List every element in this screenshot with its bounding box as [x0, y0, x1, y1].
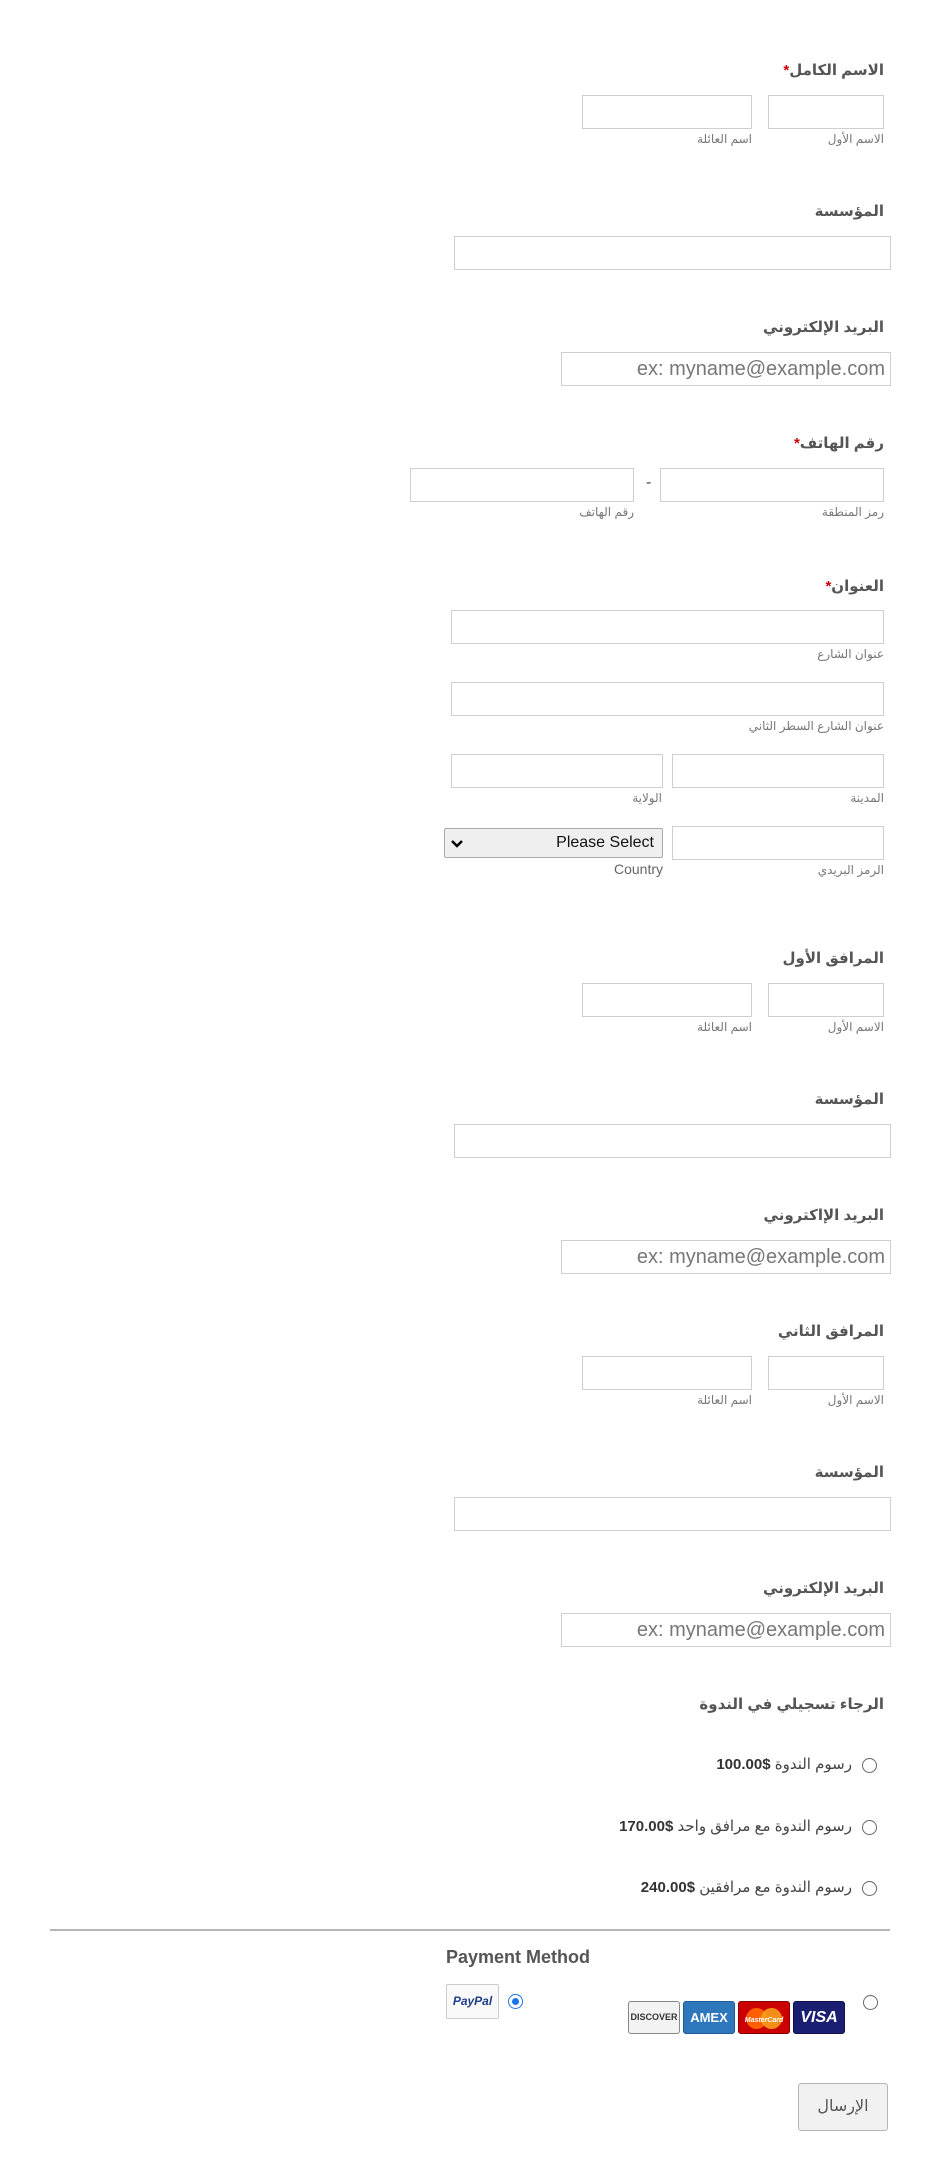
amex-card-icon: AMEX [683, 2001, 735, 2034]
email-input[interactable]: ex: myname@example.com [561, 352, 891, 386]
companion1-org-label: المؤسسة [814, 1091, 884, 1108]
organization-input[interactable] [454, 236, 891, 270]
companion2-last-sublabel: اسم العائلة [697, 1393, 752, 1407]
companion2-org-input[interactable] [454, 1497, 891, 1531]
country-select-value: Please Select [556, 834, 654, 851]
companion2-email-label: البريد الإلكتروني [763, 1580, 884, 1597]
first-name-sublabel: الاسم الأول [827, 132, 884, 146]
companion1-last-sublabel: اسم العائلة [697, 1020, 752, 1034]
discover-card-icon: DISCOVER [628, 2001, 680, 2034]
city-sublabel: المدينة [850, 791, 884, 805]
companion1-last-input[interactable] [582, 983, 752, 1017]
registration-radio-1[interactable] [862, 1758, 877, 1773]
payment-method-title: Payment Method [446, 1947, 591, 1967]
registration-option-1[interactable]: رسوم الندوة $100.00 [716, 1756, 852, 1773]
phone-label: رقم الهاتف* [793, 435, 884, 452]
phone-number-sublabel: رقم الهاتف [579, 505, 634, 519]
chevron-down-icon [451, 836, 460, 845]
companion2-first-input[interactable] [768, 1356, 884, 1390]
companion2-label: المرافق الثاني [777, 1323, 884, 1340]
companion1-label: المرافق الأول [782, 950, 884, 967]
mastercard-card-icon: MasterCard [738, 2001, 790, 2034]
street-input[interactable] [451, 610, 884, 644]
registration-label: الرجاء تسجيلي في الندوة [699, 1696, 884, 1713]
companion2-first-sublabel: الاسم الأول [827, 1393, 884, 1407]
companion1-first-input[interactable] [768, 983, 884, 1017]
card-radio[interactable] [863, 1995, 878, 2010]
phone-dash: - [646, 474, 652, 491]
registration-radio-3[interactable] [862, 1881, 877, 1896]
street2-sublabel: عنوان الشارع السطر الثاني [748, 719, 884, 733]
registration-radio-2[interactable] [862, 1820, 877, 1835]
street2-input[interactable] [451, 682, 884, 716]
companion1-org-input[interactable] [454, 1124, 891, 1158]
organization-label: المؤسسة [814, 203, 884, 220]
companion2-email-input[interactable]: ex: myname@example.com [561, 1613, 891, 1647]
address-label: العنوان* [825, 578, 884, 595]
street-sublabel: عنوان الشارع [817, 647, 884, 661]
companion2-org-label: المؤسسة [814, 1464, 884, 1481]
last-name-sublabel: اسم العائلة [697, 132, 752, 146]
paypal-radio[interactable] [508, 1994, 523, 2009]
area-code-input[interactable] [660, 468, 884, 502]
companion1-first-sublabel: الاسم الأول [827, 1020, 884, 1034]
email-label: البريد الإلكتروني [763, 319, 884, 336]
zip-input[interactable] [672, 826, 884, 860]
companion1-email-input[interactable]: ex: myname@example.com [561, 1240, 891, 1274]
state-input[interactable] [451, 754, 663, 788]
visa-card-icon: VISA [793, 2001, 845, 2034]
registration-option-2[interactable]: رسوم الندوة مع مرافق واحد $170.00 [619, 1818, 852, 1835]
last-name-input[interactable] [582, 95, 752, 129]
paypal-logo-text: PayPal [452, 1994, 493, 2008]
submit-button[interactable] [798, 2083, 888, 2131]
zip-sublabel: الرمز البريدي [817, 863, 884, 877]
country-select[interactable] [444, 828, 663, 858]
registration-option-3[interactable]: رسوم الندوة مع مرافقين $240.00 [640, 1879, 852, 1896]
country-sublabel: Country [613, 861, 663, 877]
state-sublabel: الولاية [632, 791, 662, 805]
companion1-email-label: البريد الإاكتروني [763, 1207, 884, 1224]
full-name-label: الاسم الكامل* [783, 62, 884, 79]
area-code-sublabel: رمز المنطقة [821, 505, 884, 519]
divider [50, 1929, 890, 1931]
first-name-input[interactable] [768, 95, 884, 129]
paypal-logo [446, 1984, 499, 2019]
city-input[interactable] [672, 754, 884, 788]
companion2-last-input[interactable] [582, 1356, 752, 1390]
submit-button-label: الإرسال [817, 2098, 869, 2115]
phone-number-input[interactable] [410, 468, 634, 502]
